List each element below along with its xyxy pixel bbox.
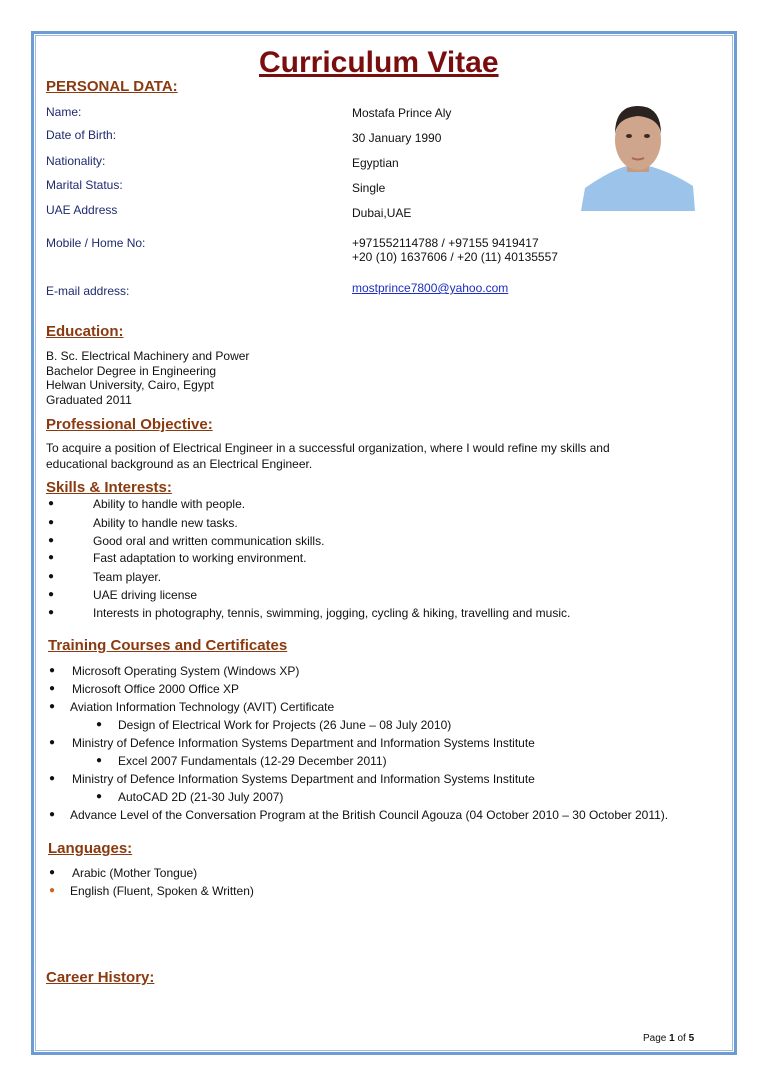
objective-heading: Professional Objective: (46, 416, 213, 433)
phone-line-2: +20 (10) 1637606 / +20 (11) 40135557 (352, 250, 558, 264)
nationality-label: Nationality: (46, 154, 106, 168)
marital-value: Single (352, 181, 386, 195)
skills-heading: Skills & Interests: (46, 479, 172, 496)
bullet-icon: ● (49, 867, 56, 878)
skill-item: Ability to handle with people. (93, 497, 246, 511)
name-value: Mostafa Prince Aly (352, 106, 452, 120)
of-word: of (677, 1033, 686, 1044)
bullet-icon: ● (49, 701, 56, 712)
education-line: B. Sc. Electrical Machinery and Power (46, 349, 250, 363)
education-heading: Education: (46, 323, 124, 340)
training-item: Microsoft Office 2000 Office XP (72, 682, 239, 696)
bullet-icon: ● (48, 589, 55, 600)
total-pages: 5 (688, 1033, 695, 1044)
training-subitem: Excel 2007 Fundamentals (12-29 December 2011) (118, 754, 387, 768)
phone-line-1: +971552114788 / +97155 9419417 (352, 236, 539, 250)
bullet-icon: ● (96, 791, 103, 802)
training-item: Ministry of Defence Information Systems Department and Information Systems Institute (72, 736, 535, 750)
training-item: Ministry of Defence Information Systems Department and Information Systems Institute (72, 772, 535, 786)
nationality-value: Egyptian (352, 156, 399, 170)
bullet-icon: ● (96, 755, 103, 766)
address-value: Dubai,UAE (352, 206, 412, 220)
bullet-icon: ● (48, 517, 55, 528)
skill-item: Good oral and written communication skills. (93, 534, 325, 548)
training-subitem: Design of Electrical Work for Projects (26 June – 08 July 2010) (118, 718, 452, 732)
bullet-icon: ● (48, 571, 55, 582)
bullet-icon: ● (49, 885, 56, 896)
email-link[interactable]: mostprince7800@yahoo.com (352, 281, 509, 295)
phone-label: Mobile / Home No: (46, 236, 146, 250)
skill-item: UAE driving license (93, 588, 198, 602)
education-line: Helwan University, Cairo, Egypt (46, 378, 214, 392)
bullet-icon: ● (49, 737, 56, 748)
education-line: Bachelor Degree in Engineering (46, 364, 217, 378)
training-heading: Training Courses and Certificates (48, 637, 288, 654)
page-word: Page (643, 1033, 667, 1044)
document-title: Curriculum Vitae (259, 46, 499, 79)
bullet-icon: ● (48, 498, 55, 509)
objective-line: To acquire a position of Electrical Engineer in a successful organization, where I would refine my skills and (46, 441, 610, 455)
email-label: E-mail address: (46, 284, 130, 298)
language-item: English (Fluent, Spoken & Written) (70, 884, 254, 898)
bullet-icon: ● (48, 535, 55, 546)
objective-line: educational background as an Electrical Engineer. (46, 457, 313, 471)
profile-photo (581, 98, 695, 211)
bullet-icon: ● (48, 552, 55, 563)
training-subitem: AutoCAD 2D (21-30 July 2007) (118, 790, 284, 804)
bullet-icon: ● (49, 683, 56, 694)
bullet-icon: ● (48, 607, 55, 618)
current-page: 1 (669, 1033, 675, 1044)
training-item: Aviation Information Technology (AVIT) Certificate (70, 700, 335, 714)
dob-value: 30 January 1990 (352, 131, 442, 145)
skill-item: Ability to handle new tasks. (93, 516, 238, 530)
bullet-icon: ● (49, 665, 56, 676)
skill-item: Fast adaptation to working environment. (93, 551, 307, 565)
education-line: Graduated 2011 (46, 393, 132, 407)
skill-item: Team player. (93, 570, 162, 584)
dob-label: Date of Birth: (46, 128, 117, 142)
training-item: Advance Level of the Conversation Program at the British Council Agouza (04 October 2010 – 30 October 2011). (70, 808, 669, 822)
name-label: Name: (46, 105, 82, 119)
training-item: Microsoft Operating System (Windows XP) (72, 664, 300, 678)
bullet-icon: ● (96, 719, 103, 730)
personal-data-heading: PERSONAL DATA: (46, 78, 178, 95)
language-item: Arabic (Mother Tongue) (72, 866, 198, 880)
address-label: UAE Address (46, 203, 118, 217)
bullet-icon: ● (49, 809, 56, 820)
page-number (643, 1033, 694, 1044)
marital-label: Marital Status: (46, 178, 123, 192)
skill-item: Interests in photography, tennis, swimming, jogging, cycling & hiking, travelling and music. (93, 606, 571, 620)
career-heading: Career History: (46, 969, 155, 986)
languages-heading: Languages: (48, 840, 133, 857)
bullet-icon: ● (49, 773, 56, 784)
